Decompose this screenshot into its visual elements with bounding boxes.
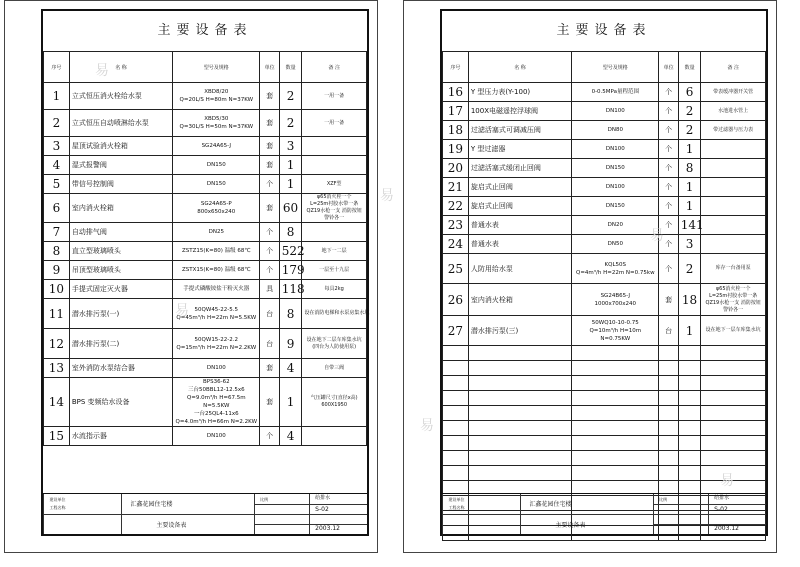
unit: 台	[260, 329, 279, 359]
unit: 个	[260, 223, 279, 242]
model-spec	[572, 391, 659, 406]
titleblock-professional: 给排水	[714, 495, 730, 501]
remark	[701, 361, 766, 376]
remark	[701, 159, 766, 178]
table-row	[443, 121, 766, 140]
equipment-name	[468, 451, 571, 466]
remark	[701, 436, 766, 451]
model-spec: DN150	[173, 175, 260, 194]
quantity: 18	[678, 284, 701, 316]
table-row	[44, 359, 367, 378]
model-spec: DN100	[572, 102, 659, 121]
equipment-name	[468, 361, 571, 376]
watermark: 易	[175, 303, 189, 319]
equipment-name: 普通水表	[468, 235, 571, 254]
remark: 库存一台备用泵	[701, 254, 766, 284]
unit: 套	[260, 194, 279, 223]
row-number: 3	[44, 137, 70, 156]
quantity: 4	[279, 359, 302, 378]
quantity: 3	[279, 137, 302, 156]
remark	[302, 223, 367, 242]
quantity: 1	[279, 175, 302, 194]
equipment-name: 水流指示器	[69, 427, 172, 446]
quantity: 522	[279, 242, 302, 261]
unit	[659, 436, 678, 451]
unit: 个	[659, 83, 678, 102]
quantity	[678, 406, 701, 421]
unit: 个	[659, 140, 678, 159]
model-spec: XBD8/20 Q=20L/S H=80m N=37KW	[173, 83, 260, 110]
remark: 自带三阀	[302, 359, 367, 378]
titleblock-project-label: 工程名称	[49, 505, 66, 510]
row-number: 5	[44, 175, 70, 194]
column-header-name: 名 称	[69, 52, 172, 83]
equipment-name: 直立型玻璃喷头	[69, 242, 172, 261]
row-number: 19	[443, 140, 469, 159]
title-block	[442, 493, 766, 534]
remark: 每具2kg	[302, 280, 367, 299]
quantity: 2	[678, 121, 701, 140]
unit: 台	[260, 299, 279, 329]
equipment-table	[442, 51, 766, 541]
row-number	[443, 406, 469, 421]
equipment-name: 室内消火栓箱	[69, 194, 172, 223]
model-spec: DN20	[572, 216, 659, 235]
row-number: 6	[44, 194, 70, 223]
remark: φ65消火栓一个 L=25m衬胶水带一条 QZ19水枪一支 消防按钮 警铃各一	[302, 194, 367, 223]
model-spec	[572, 466, 659, 481]
titleblock-drawing-no: S-02	[315, 506, 329, 513]
model-spec: DN25	[173, 223, 260, 242]
equipment-name: 旋启式止回阀	[468, 197, 571, 216]
quantity: 8	[279, 299, 302, 329]
remark	[701, 451, 766, 466]
table-row	[44, 261, 367, 280]
model-spec: DN100	[572, 178, 659, 197]
column-header-unit: 单位	[659, 52, 678, 83]
model-spec: 50WQ10-10-0.75 Q=10m³/h H=10m N=0.75KW	[572, 316, 659, 346]
row-number: 27	[443, 316, 469, 346]
table-row	[443, 361, 766, 376]
unit: 个	[659, 216, 678, 235]
titleblock-drawing-name: 主要设备表	[156, 522, 187, 529]
unit: 个	[659, 121, 678, 140]
remark	[701, 178, 766, 197]
quantity: 60	[279, 194, 302, 223]
model-spec: DN150	[572, 159, 659, 178]
remark: 设在地下一层车库集水坑	[701, 316, 766, 346]
model-spec: ZSTX15(K=80) 温级 68℃	[173, 261, 260, 280]
table-row	[443, 451, 766, 466]
quantity: 4	[279, 427, 302, 446]
quantity: 2	[279, 110, 302, 137]
unit: 个	[260, 175, 279, 194]
equipment-name: 潜水排污泵(一)	[69, 299, 172, 329]
model-spec: SG24B65-J 1000x700x240	[572, 284, 659, 316]
table-row	[443, 83, 766, 102]
column-header-unit: 单位	[260, 52, 279, 83]
model-spec: SG24A65-P 800x650x240	[173, 194, 260, 223]
table-row	[443, 216, 766, 235]
model-spec	[572, 346, 659, 361]
watermark: 易	[380, 188, 394, 204]
row-number: 25	[443, 254, 469, 284]
equipment-name: 吊顶型玻璃喷头	[69, 261, 172, 280]
quantity: 3	[678, 235, 701, 254]
row-number: 20	[443, 159, 469, 178]
remark	[302, 427, 367, 446]
model-spec: DN150	[173, 156, 260, 175]
table-row	[443, 235, 766, 254]
equipment-name: 100X电磁遥控浮球阀	[468, 102, 571, 121]
watermark: 易	[420, 418, 434, 434]
unit: 套	[260, 110, 279, 137]
equipment-name: 屋顶试验消火栓箱	[69, 137, 172, 156]
table-row	[44, 137, 367, 156]
quantity: 2	[279, 83, 302, 110]
row-number	[443, 466, 469, 481]
table-row	[443, 391, 766, 406]
unit: 个	[659, 254, 678, 284]
table-row	[443, 284, 766, 316]
unit: 个	[659, 178, 678, 197]
equipment-name: 自动排气阀	[69, 223, 172, 242]
watermark: 易	[720, 473, 734, 489]
quantity	[678, 451, 701, 466]
sheet-frame	[41, 9, 369, 536]
unit	[659, 421, 678, 436]
remark	[701, 140, 766, 159]
column-header-qty: 数量	[279, 52, 302, 83]
unit	[659, 466, 678, 481]
quantity: 1	[678, 178, 701, 197]
quantity: 179	[279, 261, 302, 280]
model-spec	[572, 451, 659, 466]
column-header-remark: 备 注	[302, 52, 367, 83]
row-number	[443, 436, 469, 451]
quantity: 1	[678, 140, 701, 159]
column-header-remark: 备 注	[701, 52, 766, 83]
equipment-name: 立式恒压消火栓给水泵	[69, 83, 172, 110]
drawing-sheet-right	[403, 0, 777, 553]
unit: 个	[260, 261, 279, 280]
unit	[659, 346, 678, 361]
table-row	[443, 102, 766, 121]
model-spec	[572, 361, 659, 376]
remark	[302, 137, 367, 156]
column-header-spec: 型号及规格	[173, 52, 260, 83]
table-row	[443, 466, 766, 481]
row-number: 26	[443, 284, 469, 316]
quantity: 1	[279, 378, 302, 427]
remark	[701, 346, 766, 361]
row-number: 7	[44, 223, 70, 242]
titleblock-scale: 比例	[260, 497, 269, 502]
watermark: 易	[95, 63, 109, 79]
model-spec: BPS36-62 三台50BBL12-12.5x6 Q=9.0m³/h H=67.5m N=5.5KW 一台25QL4-11x6 Q=4.0m³/h H=66m N=2.2KW	[173, 378, 260, 427]
equipment-table	[43, 51, 370, 446]
remark: 水池进水管上	[701, 102, 766, 121]
remark: 设在地下二层车库集水坑 (四台为人防使用泵)	[302, 329, 367, 359]
quantity	[678, 376, 701, 391]
row-number: 15	[44, 427, 70, 446]
remark: 一用一备	[302, 110, 367, 137]
column-header-no: 序号	[443, 52, 469, 83]
row-number: 12	[44, 329, 70, 359]
equipment-name: 潜水排污泵(二)	[69, 329, 172, 359]
remark: 一层至十九层	[302, 261, 367, 280]
equipment-name: 室内消火栓箱	[468, 284, 571, 316]
model-spec: DN80	[572, 121, 659, 140]
quantity: 2	[678, 254, 701, 284]
equipment-name	[468, 436, 571, 451]
model-spec: ZSTZ15(K=80) 温级 68℃	[173, 242, 260, 261]
table-row	[443, 140, 766, 159]
remark	[302, 156, 367, 175]
row-number: 22	[443, 197, 469, 216]
table-row	[44, 194, 367, 223]
quantity: 1	[678, 197, 701, 216]
table-row	[44, 299, 367, 329]
quantity: 141	[678, 216, 701, 235]
table-row	[44, 156, 367, 175]
remark	[701, 406, 766, 421]
equipment-name: 立式恒压自动喷淋给水泵	[69, 110, 172, 137]
table-row	[443, 178, 766, 197]
quantity: 1	[279, 156, 302, 175]
sheet-title: 主要设备表	[43, 11, 367, 52]
titleblock-project: 汇鑫花园住宅楼	[529, 501, 572, 508]
table-row	[44, 110, 367, 137]
titleblock-drawing-no: S-02	[714, 506, 728, 513]
quantity: 9	[279, 329, 302, 359]
equipment-name	[468, 466, 571, 481]
titleblock-project: 汇鑫花园住宅楼	[130, 501, 173, 508]
table-header-row	[443, 52, 766, 83]
equipment-name: 过滤活塞式可调减压阀	[468, 121, 571, 140]
column-header-spec: 型号及规格	[572, 52, 659, 83]
row-number	[443, 361, 469, 376]
model-spec	[572, 436, 659, 451]
quantity: 6	[678, 83, 701, 102]
table-row	[44, 175, 367, 194]
remark	[701, 197, 766, 216]
unit: 套	[260, 83, 279, 110]
unit: 套	[260, 156, 279, 175]
equipment-name: 旋启式止回阀	[468, 178, 571, 197]
model-spec: XBD5/30 Q=30L/S H=50m N=37KW	[173, 110, 260, 137]
row-number: 18	[443, 121, 469, 140]
row-number: 10	[44, 280, 70, 299]
unit	[659, 451, 678, 466]
quantity	[678, 466, 701, 481]
table-row	[443, 376, 766, 391]
equipment-name: 普通水表	[468, 216, 571, 235]
table-row	[44, 427, 367, 446]
sheet-title: 主要设备表	[442, 11, 766, 52]
titleblock-professional: 给排水	[315, 495, 331, 501]
remark: 一用一备	[302, 83, 367, 110]
model-spec: 50QW45-22-5.5 Q=45m³/h H=22m N=5.5KW	[173, 299, 260, 329]
equipment-name	[468, 406, 571, 421]
quantity	[678, 421, 701, 436]
row-number: 24	[443, 235, 469, 254]
remark: 带表缓冲器开关管	[701, 83, 766, 102]
row-number: 4	[44, 156, 70, 175]
model-spec: 0-0.5MPa量程范围	[572, 83, 659, 102]
equipment-name: 过滤活塞式缓闭止回阀	[468, 159, 571, 178]
row-number: 14	[44, 378, 70, 427]
titleblock-date: 2003.12	[315, 525, 340, 532]
unit: 套	[659, 284, 678, 316]
equipment-name	[468, 376, 571, 391]
quantity: 118	[279, 280, 302, 299]
unit: 具	[260, 280, 279, 299]
remark: 地下一二层	[302, 242, 367, 261]
equipment-name: 室外消防水泵结合器	[69, 359, 172, 378]
equipment-name	[468, 421, 571, 436]
table-row	[443, 346, 766, 361]
titleblock-date: 2003.12	[714, 525, 739, 532]
unit	[659, 391, 678, 406]
table-row	[44, 280, 367, 299]
quantity	[678, 361, 701, 376]
row-number: 21	[443, 178, 469, 197]
model-spec: 手提式磷酸铵盐干粉灭火器	[173, 280, 260, 299]
equipment-name: Y 型过滤器	[468, 140, 571, 159]
titleblock-project-label: 工程名称	[448, 505, 465, 510]
remark	[701, 235, 766, 254]
row-number: 13	[44, 359, 70, 378]
model-spec: SG24A65-J	[173, 137, 260, 156]
model-spec	[572, 376, 659, 391]
drawing-sheet-left	[4, 0, 378, 553]
model-spec: DN100	[173, 427, 260, 446]
row-number	[443, 376, 469, 391]
table-row	[443, 254, 766, 284]
quantity: 1	[678, 316, 701, 346]
table-row	[44, 329, 367, 359]
quantity: 8	[678, 159, 701, 178]
equipment-name: 带信号控制阀	[69, 175, 172, 194]
table-header-row	[44, 52, 367, 83]
column-header-no: 序号	[44, 52, 70, 83]
unit: 套	[260, 378, 279, 427]
remark: 气压罐尺寸(直径x高) 600X1950	[302, 378, 367, 427]
unit: 套	[260, 137, 279, 156]
remark: 设在消防电梯和水泵房集水坑	[302, 299, 367, 329]
table-row	[44, 378, 367, 427]
equipment-name: 潜水排污泵(三)	[468, 316, 571, 346]
equipment-name: 湿式报警阀	[69, 156, 172, 175]
unit: 个	[659, 235, 678, 254]
row-number: 16	[443, 83, 469, 102]
unit: 套	[260, 359, 279, 378]
titleblock-scale: 比例	[659, 497, 668, 502]
titleblock-unit-label: 建设单位	[448, 497, 465, 502]
sheet-frame	[440, 9, 768, 536]
model-spec: DN150	[572, 197, 659, 216]
equipment-name: Y 型压力表(Y-100)	[468, 83, 571, 102]
table-row	[443, 421, 766, 436]
remark	[701, 376, 766, 391]
row-number: 17	[443, 102, 469, 121]
table-row	[443, 316, 766, 346]
table-row	[44, 242, 367, 261]
row-number: 8	[44, 242, 70, 261]
remark	[701, 466, 766, 481]
titleblock-drawing-name: 主要设备表	[555, 522, 586, 529]
column-header-name: 名 称	[468, 52, 571, 83]
model-spec: 50QW15-22-2.2 Q=15m³/h H=22m N=2.2KW	[173, 329, 260, 359]
remark: 带过滤器与压力表	[701, 121, 766, 140]
unit: 个	[659, 197, 678, 216]
unit: 台	[659, 316, 678, 346]
model-spec: KQL50S Q=4m³/h H=22m N=0.75kw	[572, 254, 659, 284]
quantity: 2	[678, 102, 701, 121]
remark: φ65消火栓一个 L=25m衬胶水带一条 QZ19水枪一支 消防按钮 警铃各一	[701, 284, 766, 316]
row-number	[443, 421, 469, 436]
model-spec: DN50	[572, 235, 659, 254]
unit	[659, 376, 678, 391]
row-number	[443, 451, 469, 466]
quantity: 8	[279, 223, 302, 242]
quantity	[678, 436, 701, 451]
quantity	[678, 346, 701, 361]
equipment-name	[468, 346, 571, 361]
table-row	[443, 159, 766, 178]
remark: XZF型	[302, 175, 367, 194]
table-row	[44, 83, 367, 110]
table-row	[44, 223, 367, 242]
table-row	[443, 436, 766, 451]
equipment-name	[468, 391, 571, 406]
unit	[659, 406, 678, 421]
row-number: 2	[44, 110, 70, 137]
table-row	[443, 197, 766, 216]
row-number: 9	[44, 261, 70, 280]
equipment-name: 人防用给水泵	[468, 254, 571, 284]
row-number: 1	[44, 83, 70, 110]
model-spec	[572, 406, 659, 421]
table-row	[443, 406, 766, 421]
model-spec	[572, 421, 659, 436]
equipment-name: 手提式固定灭火器	[69, 280, 172, 299]
model-spec: DN100	[173, 359, 260, 378]
unit: 个	[260, 242, 279, 261]
row-number: 11	[44, 299, 70, 329]
row-number	[443, 391, 469, 406]
remark	[701, 216, 766, 235]
titleblock-unit-label: 建设单位	[49, 497, 66, 502]
column-header-qty: 数量	[678, 52, 701, 83]
title-block	[43, 493, 367, 534]
model-spec: DN100	[572, 140, 659, 159]
row-number	[443, 346, 469, 361]
equipment-name: BPS 变频给水设备	[69, 378, 172, 427]
remark	[701, 391, 766, 406]
watermark: 易	[650, 228, 664, 244]
unit: 个	[659, 102, 678, 121]
row-number: 23	[443, 216, 469, 235]
unit: 个	[659, 159, 678, 178]
quantity	[678, 391, 701, 406]
unit	[659, 361, 678, 376]
unit: 个	[260, 427, 279, 446]
remark	[701, 421, 766, 436]
